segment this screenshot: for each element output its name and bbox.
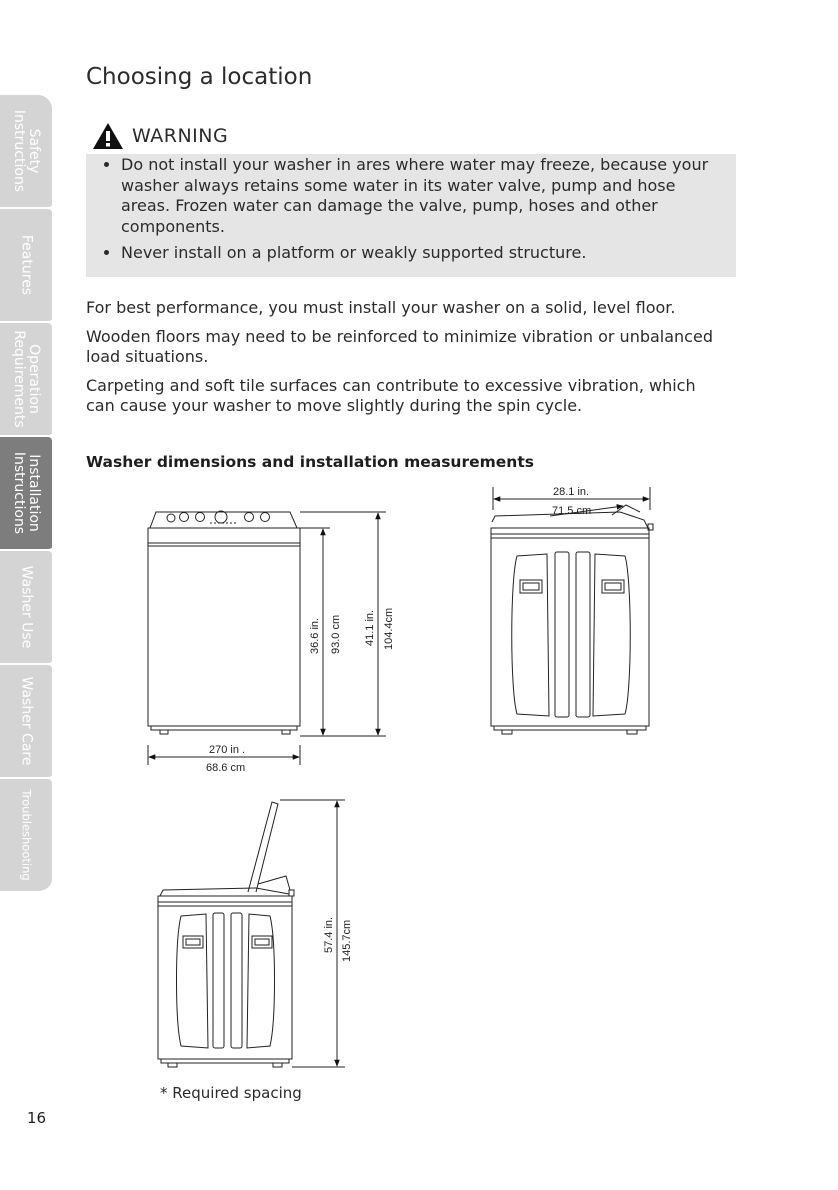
depth-cm-label: 71.5 cm: [552, 505, 592, 517]
washer-side-view: [491, 487, 653, 734]
depth-in-label: 28.1 in.: [553, 486, 590, 498]
warning-item: • Do not install your washer in ares where water may freeze, because your washer always retains some water in its water valve, pump and hose areas. Frozen water can damage the valve, pump, hoses and other components.: [121, 155, 726, 237]
tab-label: Safety Instructions: [11, 109, 42, 193]
page-number: 16: [27, 1109, 47, 1127]
dimensions-heading: Washer dimensions and installation measurements: [86, 453, 534, 471]
total-height-in-label: 41.1 in.: [364, 609, 376, 646]
lid-open-height-in-label: 57.4 in.: [323, 916, 335, 953]
page-title: Choosing a location: [86, 64, 313, 90]
body-height-cm-label: 93.0 cm: [330, 614, 342, 654]
total-height-cm-label: 104.4cm: [383, 607, 395, 650]
washer-front-view: [148, 511, 386, 765]
paragraph: For best performance, you must install your washer on a solid, level floor.: [86, 298, 676, 317]
footnote: * Required spacing: [160, 1084, 302, 1102]
tab-label: Washer Care: [18, 676, 35, 766]
tab-label: Features: [18, 234, 35, 296]
paragraph: Carpeting and soft tile surfaces can contribute to excessive vibration, which can cause your washer to move slightly during the spin cycle.: [86, 375, 696, 415]
tab-label: Washer Use: [18, 565, 35, 649]
tab-label: Operation Requirements: [11, 330, 42, 428]
lid-open-height-cm-label: 145.7cm: [341, 919, 353, 962]
paragraph: Wooden floors may need to be reinforced to minimize vibration or unbalanced load situations.: [86, 326, 713, 366]
warning-item: • Never install on a platform or weakly supported structure.: [121, 243, 726, 264]
width-cm-label: 68.6 cm: [206, 762, 246, 774]
tab-label: Installation Instructions: [11, 451, 42, 535]
washer-lid-open-view: [158, 800, 345, 1067]
body-height-in-label: 36.6 in.: [309, 617, 321, 654]
warning-title: WARNING: [132, 125, 229, 147]
width-in-label: 270 in .: [209, 744, 246, 756]
tab-label: Troubleshooting: [19, 789, 34, 881]
